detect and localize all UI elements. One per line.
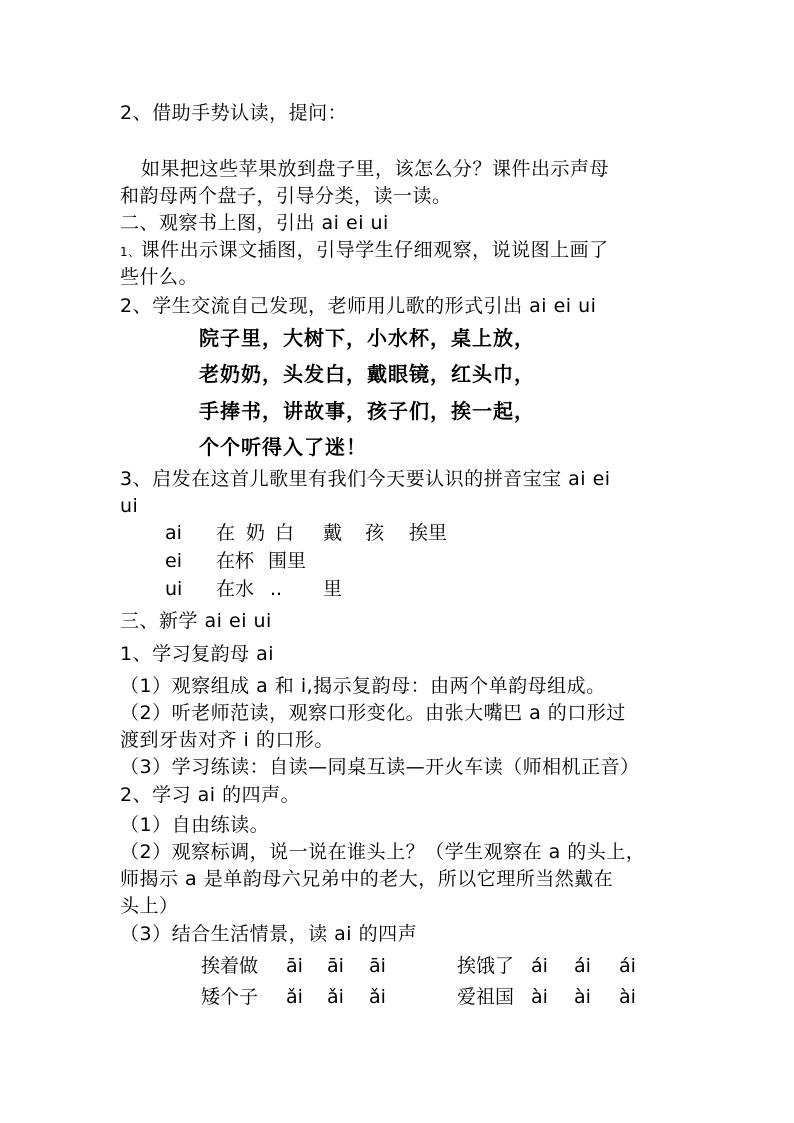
row-label: ai <box>165 522 182 544</box>
tone-pinyin: ài <box>619 986 636 1008</box>
tone-word: 矮个子 <box>201 986 259 1008</box>
substep-2-tone-marks: （2）观察标调，说一说在谁头上？（学生观察在 a 的头上， <box>120 841 646 863</box>
tone-word: 爱祖国 <box>457 986 515 1008</box>
step-2-student-exchange: 2、学生交流自己发现，老师用儿歌的形式引出 ai ei ui <box>120 295 597 317</box>
row-word: 奶 <box>246 522 266 544</box>
question-apples: 如果把这些苹果放到盘子里，该怎么分？课件出示声母 <box>141 158 610 180</box>
tone-pinyin: ái <box>619 955 636 977</box>
row-word: 白 <box>275 522 295 544</box>
poem-line-2: 老奶奶，头发白，戴眼镜，红头巾， <box>199 362 535 386</box>
tone-word: 挨着做 <box>201 955 259 977</box>
step-1-courseware-cont: 些什么。 <box>120 266 199 288</box>
tone-pinyin: ǎi <box>286 986 303 1008</box>
step-3-inspire: 3、启发在这首儿歌里有我们今天要认识的拼音宝宝 ai ei <box>120 468 611 490</box>
row-label: ei <box>165 550 182 572</box>
tone-word: 挨饿了 <box>457 955 515 977</box>
step-2-gesture-reading: 2、借助手势认读，提问： <box>120 102 348 124</box>
tone-pinyin: ái <box>531 955 548 977</box>
row-word: 在 <box>216 522 236 544</box>
poem-line-3: 手捧书，讲故事，孩子们，挨一起， <box>199 399 535 423</box>
step-text: 课件出示课文插图，引导学生仔细观察，说说图上画了 <box>140 239 609 261</box>
tone-pinyin: ái <box>574 955 591 977</box>
row-word: 孩 <box>365 522 385 544</box>
substep-2-tone-marks-cont: 师揭示 a 是单韵母六兄弟中的老大，所以它理所当然戴在 <box>120 868 614 890</box>
row-word: .. <box>270 578 283 600</box>
row-label: ui <box>165 578 183 600</box>
substep-1-observe: （1）观察组成 a 和 i,揭示复韵母：由两个单韵母组成。 <box>120 675 606 697</box>
poem-line-4: 个个听得入了迷！ <box>199 435 367 459</box>
section-2-heading: 二、观察书上图，引出 ai ei ui <box>120 212 389 234</box>
row-word: 在杯 <box>216 550 255 572</box>
tone-pinyin: āi <box>327 955 344 977</box>
tone-pinyin: ài <box>531 986 548 1008</box>
poem-line-1: 院子里，大树下，小水杯，桌上放， <box>199 326 535 350</box>
row-word: 里 <box>323 578 343 600</box>
row-word: 挨里 <box>409 522 448 544</box>
question-apples-cont: 和韵母两个盘子，引导分类，读一读。 <box>120 185 452 207</box>
substep-2-listen: （2）听老师范读，观察口形变化。由张大嘴巴 a 的口形过 <box>120 702 626 724</box>
substep-2-tone-marks-end: 头上） <box>120 895 179 917</box>
row-word: 围里 <box>268 550 307 572</box>
step-number: 1、 <box>120 245 141 259</box>
tone-pinyin: ài <box>574 986 591 1008</box>
substep-2-listen-cont: 渡到牙齿对齐 i 的口形。 <box>120 729 334 751</box>
step-3-inspire-cont: ui <box>120 495 139 517</box>
row-word: 在水 <box>216 578 255 600</box>
substep-3-practice: （3）学习练读：自读—同桌互读—开火车读（师相机正音） <box>120 756 640 778</box>
step-2-four-tones: 2、学习 ai 的四声。 <box>120 784 301 806</box>
row-word: 戴 <box>323 522 343 544</box>
step-1-courseware <box>120 238 609 264</box>
section-3-heading: 三、新学 ai ei ui <box>120 610 272 632</box>
step-1-learn-ai: 1、学习复韵母 ai <box>120 643 275 665</box>
tone-pinyin: āi <box>286 955 303 977</box>
tone-pinyin: ǎi <box>369 986 386 1008</box>
substep-3-life-context: （3）结合生活情景，读 ai 的四声 <box>120 923 418 945</box>
tone-pinyin: ǎi <box>327 986 344 1008</box>
substep-1-free-read: （1）自由练读。 <box>120 814 270 836</box>
tone-pinyin: āi <box>369 955 386 977</box>
